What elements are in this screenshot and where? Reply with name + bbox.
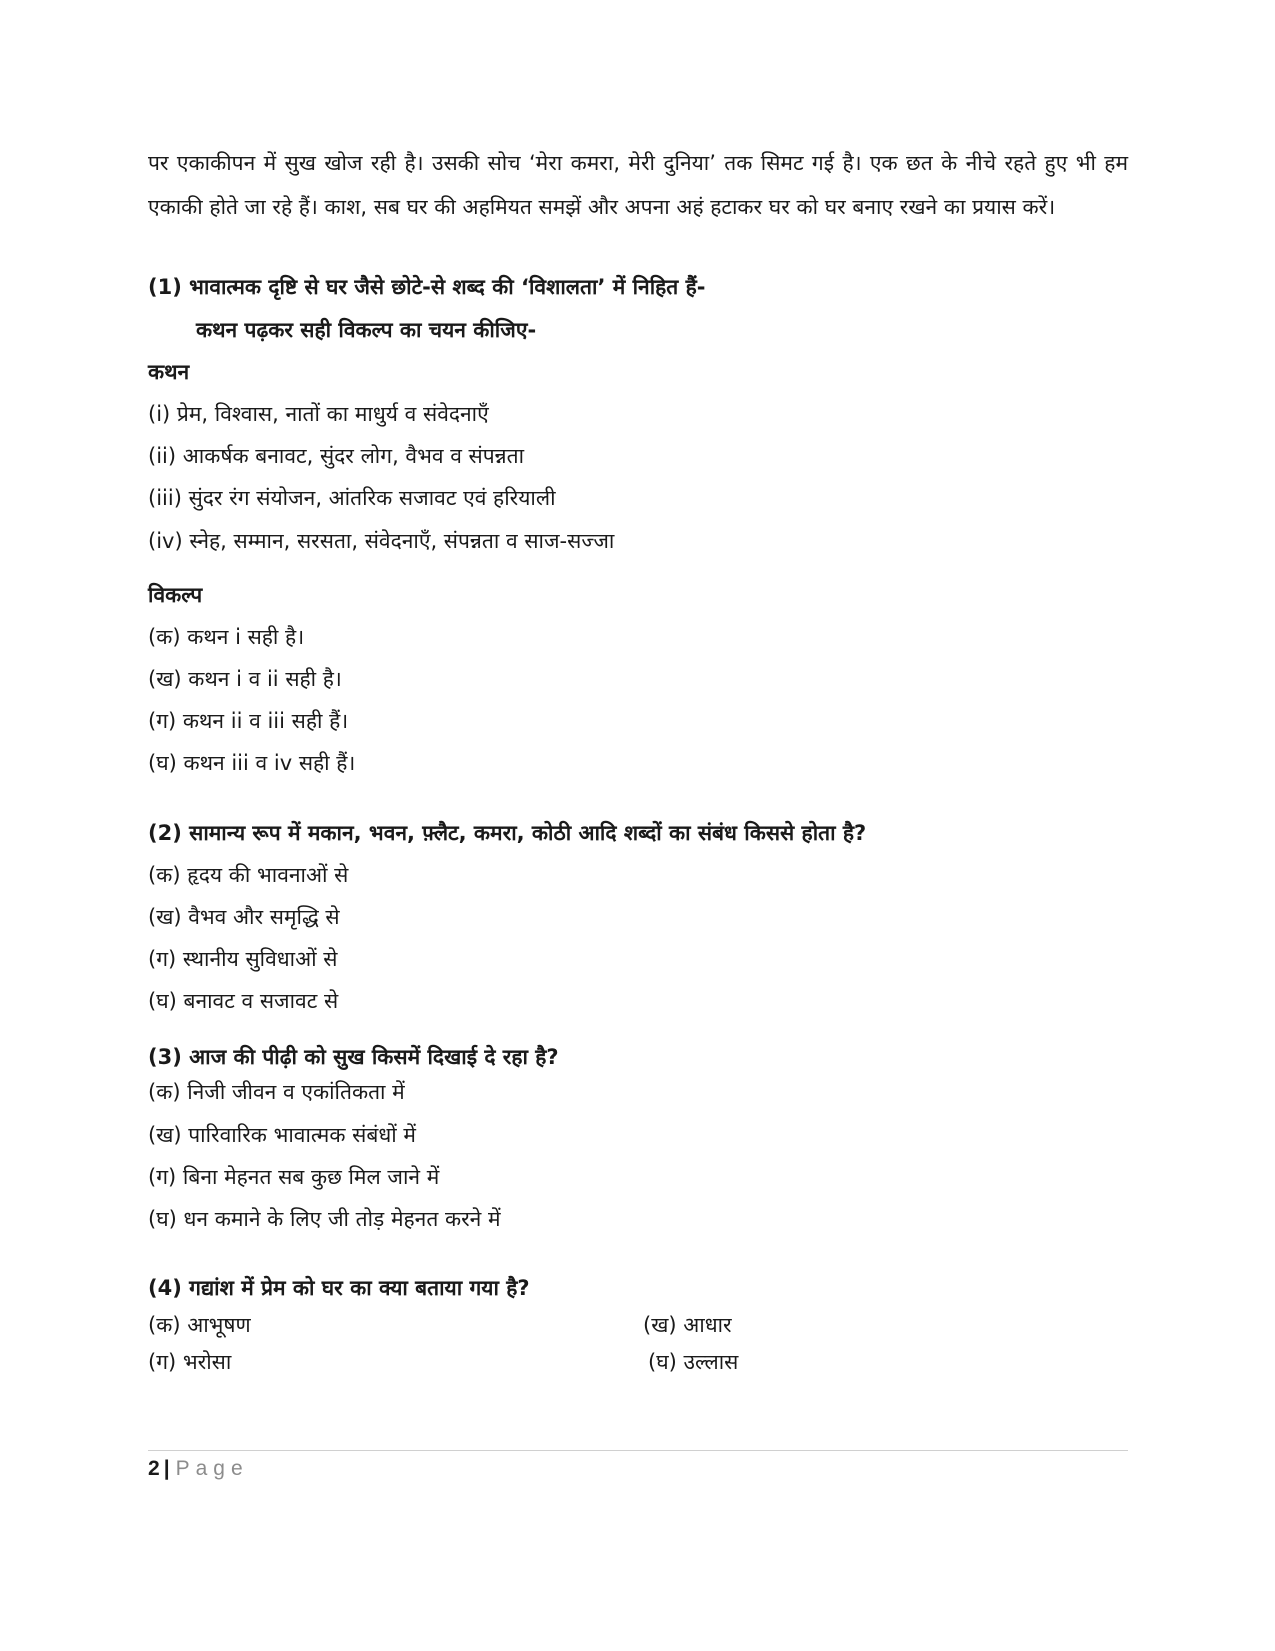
q1-option-ga: (ग) कथन ii व iii सही हैं। [148, 709, 349, 733]
q2-option-ga: (ग) स्थानीय सुविधाओं से [148, 947, 338, 971]
q4-option-kha: (ख) आधार [643, 1313, 732, 1337]
statement-iv: (iv) स्नेह, सम्मान, सरसता, संवेदनाएँ, संपन्नता व साज-सज्जा [148, 529, 615, 553]
footer-separator: | [163, 1457, 170, 1480]
q1-option-kha: (ख) कथन i व ii सही है। [148, 667, 342, 691]
question-1-instruction: कथन पढ़कर सही विकल्प का चयन कीजिए- [196, 318, 537, 342]
page-label: Page [175, 1457, 249, 1480]
q4-option-gha: (घ) उल्लास [648, 1350, 739, 1374]
q3-option-kha: (ख) पारिवारिक भावात्मक संबंधों में [148, 1123, 416, 1147]
page-number: 2 [148, 1457, 160, 1480]
statement-iii: (iii) सुंदर रंग संयोजन, आंतरिक सजावट एवं हरियाली [148, 486, 556, 510]
statement-ii: (ii) आकर्षक बनावट, सुंदर लोग, वैभव व संपन्नता [148, 444, 525, 468]
q4-option-ka: (क) आभूषण [148, 1313, 251, 1337]
question-3: (3) आज की पीढ़ी को सुख किसमें दिखाई दे रहा है? [148, 1045, 559, 1069]
statements-heading: कथन [148, 360, 190, 384]
q2-option-ka: (क) हृदय की भावनाओं से [148, 863, 349, 887]
passage-continuation: पर एकाकीपन में सुख खोज रही है। उसकी सोच ‘मेरा कमरा, मेरी दुनिया’ तक सिमट गई है। एक छत के नीचे रहते हुए भी हम एकाकी होते जा रहे हैं। काश, सब घर की अहमियत समझें और अपना अहं हटाकर घर को घर बनाए रखने का प्रयास करें। [148, 151, 1128, 219]
q2-option-gha: (घ) बनावट व सजावट से [148, 989, 339, 1013]
q4-options-row-1 [148, 1310, 1128, 1340]
q2-option-kha: (ख) वैभव और समृद्धि से [148, 905, 340, 929]
question-2: (2) सामान्य रूप में मकान, भवन, फ़्लैट, कमरा, कोठी आदि शब्दों का संबंध किससे होता है? [148, 821, 867, 845]
q4-option-ga: (ग) भरोसा [148, 1350, 232, 1374]
q3-option-gha: (घ) धन कमाने के लिए जी तोड़ मेहनत करने में [148, 1207, 501, 1231]
q1-option-gha: (घ) कथन iii व iv सही हैं। [148, 751, 356, 775]
q3-option-ga: (ग) बिना मेहनत सब कुछ मिल जाने में [148, 1165, 440, 1189]
footer-divider [148, 1450, 1128, 1451]
page-footer [148, 1455, 249, 1483]
options-heading: विकल्प [148, 583, 203, 607]
statement-i: (i) प्रेम, विश्वास, नातों का माधुर्य व संवेदनाएँ [148, 402, 489, 426]
q1-option-ka: (क) कथन i सही है। [148, 625, 305, 649]
question-1: (1) भावात्मक दृष्टि से घर जैसे छोटे-से शब्द की ‘विशालता’ में निहित हैं- [148, 275, 706, 299]
q3-option-ka: (क) निजी जीवन व एकांतिकता में [148, 1080, 405, 1104]
q4-options-row-2 [148, 1347, 1128, 1377]
question-4: (4) गद्यांश में प्रेम को घर का क्या बताया गया है? [148, 1276, 530, 1300]
